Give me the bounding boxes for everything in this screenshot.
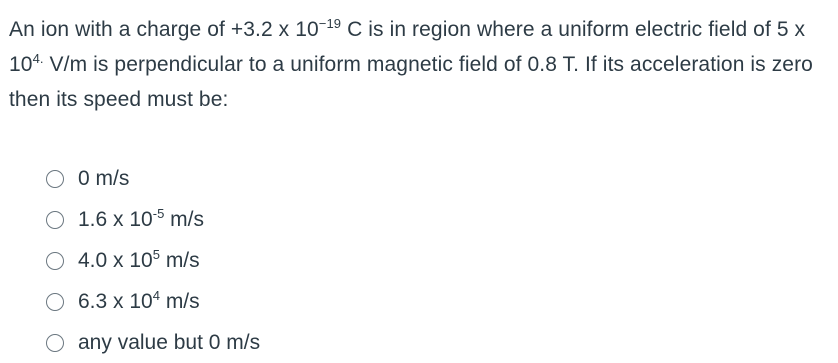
- answer-option-4[interactable]: [44, 281, 260, 322]
- answer-options: [44, 158, 260, 363]
- question-part-2: C is in region where a uniform electric field of 5 x 10: [9, 18, 806, 76]
- question-exponent-2: 4.: [32, 50, 44, 66]
- answer-option-label: 6.3 x $10^4$ m/s: [78, 287, 200, 313]
- question-text: [9, 12, 831, 117]
- answer-option-label: 4.0 x $10^5$ m/s: [78, 246, 200, 272]
- radio-button-icon[interactable]: [46, 211, 64, 229]
- question-exponent-1: −19: [318, 15, 342, 31]
- answer-option-label: any value but 0 m/s: [78, 330, 261, 354]
- question-part-3: V/m is perpendicular to a uniform magnetic field of 0.8 T. If its acceleration is zero then its speed must be:: [9, 53, 813, 111]
- question-part-1: An ion with a charge of +3.2 x 10: [9, 18, 319, 41]
- answer-option-label: 1.6 x $10^{-5}$ m/s: [78, 205, 204, 231]
- answer-option-2[interactable]: [44, 199, 260, 240]
- radio-button-icon[interactable]: [46, 252, 64, 270]
- radio-button-icon[interactable]: [46, 293, 64, 311]
- answer-option-3[interactable]: [44, 240, 260, 281]
- answer-option-5[interactable]: [44, 322, 260, 363]
- answer-option-label: 0 m/s: [78, 166, 130, 190]
- answer-option-1[interactable]: [44, 158, 260, 199]
- radio-button-icon[interactable]: [46, 170, 64, 188]
- radio-button-icon[interactable]: [46, 334, 64, 352]
